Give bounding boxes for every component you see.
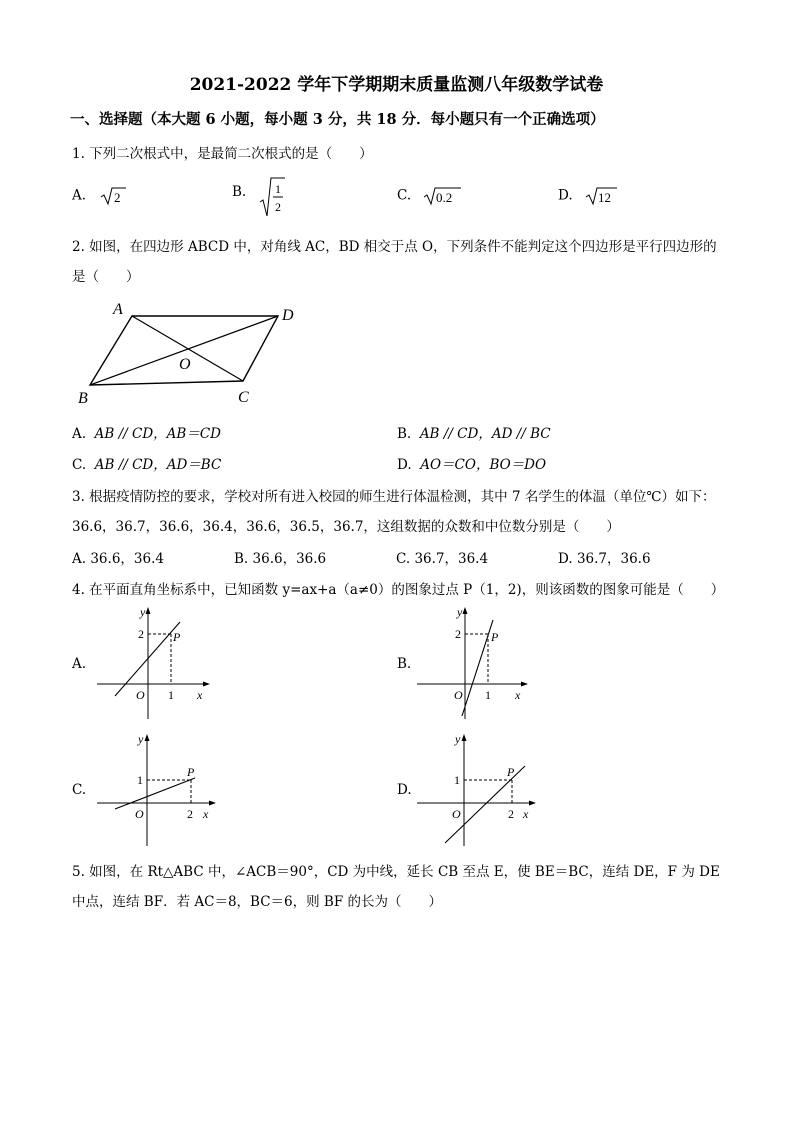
q3-option-d[interactable]: D. 36.7，36.6 — [558, 551, 651, 567]
x-axis-label: x — [523, 807, 529, 821]
q3-option-b[interactable]: B. 36.6，36.6 — [234, 551, 327, 567]
x-axis-arrow — [203, 682, 210, 687]
q2-option-a[interactable]: A. AB // CD，AB＝CD — [72, 426, 221, 442]
x-tick-label: 1 — [168, 688, 174, 702]
question-4-stem: 4. 在平面直角坐标系中，已知函数 y=ax+a（a≠0）的图象过点 P（1，2)，则该函数的图象可能是（ ） — [72, 582, 725, 598]
y-axis-label: y — [457, 605, 463, 619]
x-tick-label: 2 — [508, 807, 514, 821]
radical-sign — [585, 186, 617, 206]
y-tick-label: 2 — [455, 627, 461, 641]
origin-label: O — [135, 807, 144, 821]
x-axis-arrow — [521, 682, 528, 687]
q1-option-c[interactable]: C. 0.2 — [397, 186, 461, 206]
question-1-stem: 1. 下列二次根式中，是最简二次根式的是（ ） — [72, 146, 373, 162]
q4-graph-d[interactable] — [415, 728, 545, 848]
y-axis-label: y — [455, 732, 461, 746]
q1-a-radicand: 2 — [114, 190, 121, 205]
q2-option-b[interactable]: B. AB // CD，AD // BC — [397, 426, 551, 442]
question-3-stem-line1: 3. 根据疫情防控的要求，学校对所有进入校园的师生进行体温检测，其中 7 名学生的体温（单位℃）如下： — [72, 489, 716, 505]
origin-label: O — [136, 688, 145, 702]
radical-sign — [100, 186, 126, 206]
question-2-stem-line1: 2. 如图，在四边形 ABCD 中，对角线 AC，BD 相交于点 O，下列条件不能判定这个四边形是平行四边形的 — [72, 239, 717, 255]
x-axis-label: x — [203, 807, 209, 821]
q1-b-numerator: 1 — [274, 182, 281, 196]
section-heading: 一、选择题（本大题 6 小题，每小题 3 分，共 18 分．每小题只有一个正确选项） — [70, 111, 605, 128]
origin-label: O — [452, 807, 461, 821]
x-axis-label: x — [515, 688, 521, 702]
q1-option-b[interactable]: B. 1 2 — [232, 176, 285, 216]
y-axis-arrow — [463, 607, 468, 614]
x-tick-label: 1 — [485, 688, 491, 702]
intersection-o-label: O — [179, 356, 191, 373]
point-p-label: P — [187, 765, 195, 779]
y-axis-arrow — [462, 734, 467, 741]
y-tick-label: 2 — [138, 627, 144, 641]
y-axis-arrow — [145, 734, 150, 741]
q4-option-a-label[interactable]: A. — [72, 656, 87, 672]
question-5-stem-line1: 5. 如图，在 Rt△ABC 中，∠ACB＝90°，CD 为中线，延长 CB 至点 E，使 BE＝BC，连结 DE，F 为 DE — [72, 864, 720, 880]
x-axis-arrow — [209, 801, 216, 806]
radical-sign — [423, 186, 461, 206]
y-tick-label: 1 — [137, 773, 143, 787]
q4-graph-b[interactable] — [415, 603, 535, 721]
radical-fraction — [259, 176, 285, 216]
question-5-stem-line2: 中点，连结 BF．若 AC＝8，BC＝6，则 BF 的长为（ ） — [72, 894, 442, 910]
q1-option-a[interactable]: A. 2 — [72, 186, 126, 206]
vertex-b-label: B — [78, 390, 88, 407]
y-tick-label: 1 — [454, 773, 460, 787]
x-axis-arrow — [529, 801, 536, 806]
q1-d-radicand: 12 — [597, 190, 611, 205]
y-axis-arrow — [146, 607, 151, 614]
q1-b-denominator: 2 — [274, 200, 281, 214]
parallelogram-figure — [70, 295, 320, 410]
page-title: 2021-2022 学年下学期期末质量监测八年级数学试卷 — [189, 75, 604, 95]
q2-option-c[interactable]: C. AB // CD，AD＝BC — [72, 457, 222, 473]
q4-option-d-label[interactable]: D. — [397, 782, 412, 798]
x-tick-label: 2 — [187, 807, 193, 821]
question-2-stem-line2: 是（ ） — [72, 269, 140, 285]
y-axis-label: y — [138, 732, 144, 746]
point-p-label: P — [173, 630, 181, 644]
q4-option-b-label[interactable]: B. — [397, 656, 412, 672]
q4-option-c-label[interactable]: C. — [72, 782, 87, 798]
point-p-label: P — [491, 630, 499, 644]
y-axis-label: y — [140, 605, 146, 619]
diagonal-bd — [90, 316, 278, 385]
q4-graph-c[interactable] — [95, 728, 225, 848]
q3-option-c[interactable]: C. 36.7，36.4 — [396, 551, 489, 567]
point-p-label: P — [507, 765, 515, 779]
q3-option-a[interactable]: A. 36.6，36.4 — [72, 551, 164, 567]
origin-label: O — [454, 688, 463, 702]
vertex-c-label: C — [238, 389, 249, 406]
x-axis-label: x — [197, 688, 203, 702]
q1-option-d[interactable]: D. 12 — [558, 186, 617, 206]
question-3-stem-line2: 36.6，36.7，36.6，36.4，36.6，36.5，36.7，这组数据的众数和中位数分别是（ ） — [72, 519, 620, 535]
vertex-d-label: D — [282, 307, 294, 324]
q1-c-radicand: 0.2 — [436, 190, 453, 205]
vertex-a-label: A — [113, 301, 123, 318]
q4-graph-a[interactable] — [95, 603, 215, 721]
function-line — [115, 778, 195, 809]
q2-option-d[interactable]: D. AO＝CO，BO＝DO — [397, 457, 547, 473]
